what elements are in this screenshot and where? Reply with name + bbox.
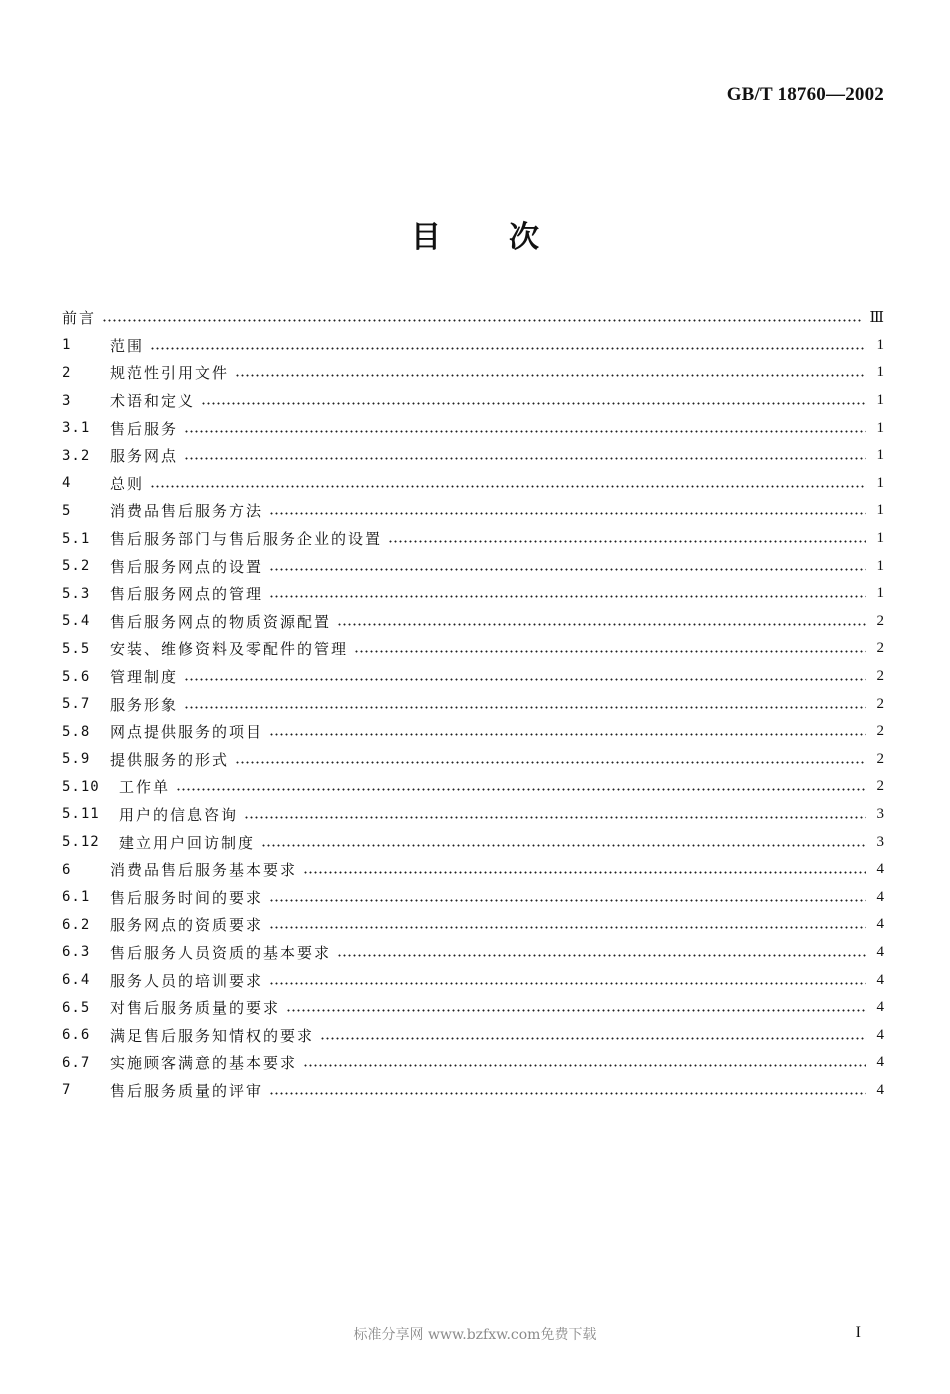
toc-leader-dots [388, 540, 866, 543]
toc-entry-page: 1 [876, 364, 884, 381]
toc-entry-number: 2 [62, 364, 72, 381]
toc-entry[interactable] [62, 883, 884, 911]
toc-entry-page: 1 [876, 557, 884, 574]
toc-entry-title: 售后服务网点的物质资源配置 [110, 612, 332, 631]
toc-entry[interactable] [62, 635, 884, 663]
toc-leader-dots [269, 899, 866, 902]
toc-entry[interactable] [62, 608, 884, 636]
toc-entry-page: 4 [876, 1026, 884, 1043]
toc-leader-dots [286, 1009, 866, 1012]
toc-entry-page: 4 [876, 1054, 884, 1071]
toc-entry[interactable] [62, 442, 884, 470]
toc-entry-title: 服务人员的培训要求 [110, 971, 264, 990]
toc-entry[interactable] [62, 718, 884, 746]
toc-entry-number: 5.11 [62, 806, 100, 823]
toc-entry-page: 4 [876, 916, 884, 933]
toc-entry-page: 1 [876, 502, 884, 519]
toc-entry-number: 1 [62, 337, 72, 354]
toc-entry-title: 服务网点 [110, 447, 179, 466]
toc-entry[interactable] [62, 690, 884, 718]
toc-leader-dots [354, 650, 866, 653]
toc-entry-page: 4 [876, 999, 884, 1016]
toc-entry[interactable] [62, 470, 884, 498]
toc-entry[interactable] [62, 911, 884, 939]
toc-entry-number: 6.5 [62, 999, 91, 1016]
toc-entry[interactable] [62, 525, 884, 553]
toc-entry-number: 6.3 [62, 944, 91, 961]
toc-entry-number: 3.1 [62, 420, 91, 437]
toc-entry-title: 提供服务的形式 [110, 750, 230, 769]
toc-entry-page: 1 [876, 392, 884, 409]
toc-leader-dots [201, 402, 866, 405]
toc-entry-title: 前言 [62, 309, 97, 328]
toc-entry-number: 5.6 [62, 668, 91, 685]
toc-entry-title: 总则 [110, 474, 145, 493]
toc-entry[interactable] [62, 304, 884, 332]
toc-entry-page: 2 [876, 612, 884, 629]
toc-entry-number: 5 [62, 502, 72, 519]
toc-entry-title: 建立用户回访制度 [119, 833, 256, 852]
toc-entry-page: 1 [876, 530, 884, 547]
toc-entry[interactable] [62, 552, 884, 580]
toc-entry-title: 对售后服务质量的要求 [110, 999, 281, 1018]
toc-leader-dots [303, 871, 866, 874]
toc-entry-title: 实施顾客满意的基本要求 [110, 1054, 298, 1073]
toc-entry-page: 4 [876, 1081, 884, 1098]
toc-entry-title: 管理制度 [110, 668, 179, 687]
toc-leader-dots [337, 623, 866, 626]
toc-entry[interactable] [62, 387, 884, 415]
toc-entry-page: 2 [876, 723, 884, 740]
toc-entry[interactable] [62, 966, 884, 994]
toc-entry-page: 4 [876, 971, 884, 988]
toc-leader-dots [176, 788, 866, 791]
toc-entry[interactable] [62, 1049, 884, 1077]
toc-entry-page: 1 [876, 585, 884, 602]
toc-entry-number: 5.1 [62, 530, 91, 547]
toc-leader-dots [337, 954, 866, 957]
toc-entry-page: 2 [876, 695, 884, 712]
toc-entry-number: 5.7 [62, 696, 91, 713]
toc-entry-page: 2 [876, 750, 884, 767]
toc-entry-number: 6 [62, 861, 72, 878]
toc-entry-page: 4 [876, 943, 884, 960]
toc-leader-dots [303, 1064, 866, 1067]
toc-entry-title: 网点提供服务的项目 [110, 723, 264, 742]
toc-entry[interactable] [62, 663, 884, 691]
toc-leader-dots [261, 844, 866, 847]
toc-entry[interactable] [62, 746, 884, 774]
toc-entry-title: 售后服务人员资质的基本要求 [110, 943, 332, 962]
toc-entry[interactable] [62, 359, 884, 387]
toc-entry-title: 售后服务 [110, 419, 179, 438]
toc-entry-title: 规范性引用文件 [110, 364, 230, 383]
toc-entry[interactable] [62, 1077, 884, 1105]
page-title: 目次 [411, 220, 607, 255]
toc-entry-page: 2 [876, 640, 884, 657]
toc-leader-dots [235, 761, 866, 764]
toc-leader-dots [269, 926, 866, 929]
toc-leader-dots [269, 1092, 866, 1095]
toc-entry-number: 5.2 [62, 558, 91, 575]
toc-entry-title: 售后服务部门与售后服务企业的设置 [110, 530, 383, 549]
toc-entry-page: 1 [876, 419, 884, 436]
toc-entry-number: 5.3 [62, 585, 91, 602]
toc-entry[interactable] [62, 414, 884, 442]
toc-entry-title: 范围 [110, 336, 145, 355]
toc-entry-title: 消费品售后服务方法 [110, 502, 264, 521]
toc-entry-number: 5.12 [62, 834, 100, 851]
toc-leader-dots [150, 485, 866, 488]
toc-entry[interactable] [62, 801, 884, 829]
toc-entry-page: Ⅲ [869, 310, 884, 327]
toc-entry-title: 满足售后服务知情权的要求 [110, 1026, 315, 1045]
toc-leader-dots [102, 319, 862, 322]
toc-entry-page: 4 [876, 861, 884, 878]
toc-leader-dots [184, 706, 866, 709]
toc-entry-number: 5.9 [62, 751, 91, 768]
toc-leader-dots [184, 678, 866, 681]
toc-entry-number: 4 [62, 475, 72, 492]
toc-leader-dots [269, 982, 866, 985]
toc-entry-title: 售后服务时间的要求 [110, 888, 264, 907]
toc-entry[interactable] [62, 332, 884, 360]
toc-leader-dots [184, 457, 866, 460]
toc-leader-dots [269, 568, 866, 571]
toc-entry[interactable] [62, 1021, 884, 1049]
toc-entry-title: 售后服务网点的管理 [110, 585, 264, 604]
toc-entry-title: 术语和定义 [110, 392, 196, 411]
toc-entry[interactable] [62, 497, 884, 525]
toc-entry-number: 5.5 [62, 640, 91, 657]
footer-watermark: 标准分享网 www.bzfxw.com免费下载 [353, 1327, 597, 1343]
toc-leader-dots [235, 374, 866, 377]
toc-entry-number: 6.1 [62, 889, 91, 906]
toc-entry-page: 1 [876, 447, 884, 464]
toc-entry-number: 3.2 [62, 447, 91, 464]
toc-entry[interactable] [62, 856, 884, 884]
toc-entry-page: 2 [876, 778, 884, 795]
toc-entry-number: 7 [62, 1082, 72, 1099]
toc-entry-page: 1 [876, 336, 884, 353]
toc-entry-number: 6.4 [62, 972, 91, 989]
toc-entry-title: 服务网点的资质要求 [110, 916, 264, 935]
toc-entry-page: 2 [876, 668, 884, 685]
page-number: I [855, 1324, 861, 1341]
toc-entry-title: 售后服务质量的评审 [110, 1081, 264, 1100]
toc-entry-number: 5.10 [62, 778, 100, 795]
toc-entry-title: 服务形象 [110, 695, 179, 714]
toc-leader-dots [269, 512, 866, 515]
toc-entry-title: 安装、维修资料及零配件的管理 [110, 640, 349, 659]
toc-entry-page: 3 [876, 833, 884, 850]
toc-entry-title: 售后服务网点的设置 [110, 557, 264, 576]
toc-entry-number: 3 [62, 392, 72, 409]
toc-entry[interactable] [62, 939, 884, 967]
standard-code: GB/T 18760—2002 [726, 84, 884, 105]
toc-entry[interactable] [62, 580, 884, 608]
toc-leader-dots [269, 595, 866, 598]
toc-entry-number: 6.2 [62, 916, 91, 933]
toc-leader-dots [184, 430, 866, 433]
toc-entry-number: 5.4 [62, 613, 91, 630]
toc-entry[interactable] [62, 773, 884, 801]
toc-entry-number: 6.6 [62, 1027, 91, 1044]
toc-entry-number: 6.7 [62, 1054, 91, 1071]
toc-leader-dots [320, 1037, 866, 1040]
toc-entry-page: 1 [876, 474, 884, 491]
toc-entry-page: 3 [876, 805, 884, 822]
toc-entry-title: 用户的信息咨询 [119, 805, 239, 824]
toc-entry[interactable] [62, 828, 884, 856]
toc-entry[interactable] [62, 994, 884, 1022]
toc-leader-dots [150, 347, 866, 350]
toc-leader-dots [269, 733, 866, 736]
toc-leader-dots [244, 816, 866, 819]
toc-entry-page: 4 [876, 888, 884, 905]
toc-entry-number: 5.8 [62, 723, 91, 740]
table-of-contents [62, 304, 884, 1104]
toc-entry-title: 消费品售后服务基本要求 [110, 861, 298, 880]
toc-entry-title: 工作单 [119, 778, 171, 797]
